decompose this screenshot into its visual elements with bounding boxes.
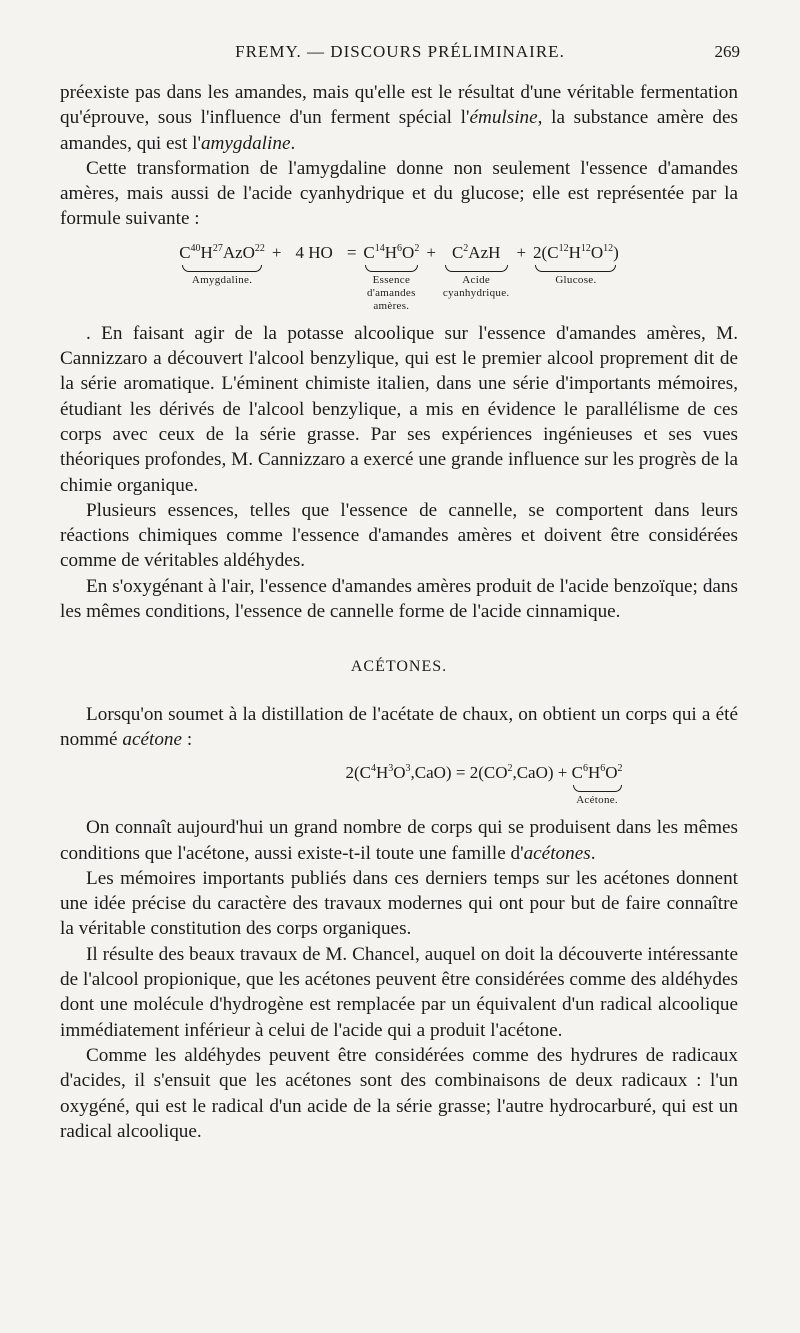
formula-essence: $C^{14}H^6O^2$: [363, 242, 420, 262]
section-title: ACÉTONES.: [350, 658, 448, 676]
plus-sign: +: [426, 242, 436, 262]
text: .: [290, 132, 296, 154]
paragraph-4: Plusieurs essences, telles que l'essence de cannelle, se comportent dans leurs réactions chimiques comme l'essence d'amandes amères et doivent être considérées comme de véritables aldéhydes.: [60, 499, 738, 572]
formula-acetate: $2(C^4H^3O^3,CaO)$: [345, 763, 452, 783]
formula-carbonate: $2(CO^2,CaO)$: [469, 763, 554, 783]
term-acetone: [572, 762, 623, 807]
text: ,CaO): [512, 763, 554, 783]
text: , la substance amère des amandes, qui est l': [60, 107, 738, 154]
underbrace: [445, 265, 508, 272]
page-number: 269: [714, 42, 740, 61]
plus-sign: +: [553, 763, 572, 783]
emphasis-emulsine: émulsine: [469, 107, 538, 129]
page-body: [60, 80, 738, 1144]
paragraph-3: . En faisant agir de la potasse alcoolique sur l'essence d'amandes amères, M. Cannizzaro a découvert l'alcool benzylique, qui est le premier alcool proprement dit de la série aromatique. L'éminent chimiste italien, dans une série d'importants mémoires, étudiant les dérivés de l'alcool benzylique, a mis en évidence le parallélisme de ces corps avec ceux de la série grasse. Par ses expériences ingénieuses et ses vues théoriques profondes, M. Cannizzaro a exercé une grande influence sur les progrès de la chimie organique.: [60, 322, 738, 496]
label-line: Essence: [372, 273, 411, 286]
text: On connaît aujourd'hui un grand nombre de corps qui se produisent dans les mêmes conditions que l'acétone, aussi existe-t-il toute une famille d': [60, 817, 738, 864]
text: Lorsqu'on soumet à la distillation de l'acétate de chaux, on obtient un corps qui a été nommé: [60, 703, 738, 750]
underbrace: [535, 265, 616, 272]
label-line: d'amandes: [367, 286, 416, 299]
term-essence: [363, 242, 419, 313]
coefficient: 2(: [533, 242, 548, 262]
text: .: [590, 842, 596, 864]
page-header: [60, 42, 740, 72]
paragraph-6: [60, 702, 738, 753]
term-amygdaline: [179, 242, 265, 287]
paragraph-8: Les mémoires importants publiés dans ces derniers temps sur les acétones donnent une idée précise du caractère des travaux modernes qui ont pour but de faire connaître la véritable constitution des corps organiques.: [60, 867, 738, 940]
paren: ): [613, 242, 619, 262]
underbrace: [182, 265, 263, 272]
acetone-equation: [60, 762, 738, 807]
emphasis-acetones: acétones: [523, 842, 591, 864]
term-water: 4 HO: [295, 242, 333, 262]
label-line: Acide: [462, 273, 491, 286]
paragraph-7: [60, 815, 738, 866]
label-essence: [367, 274, 416, 313]
plus-sign: +: [271, 242, 282, 262]
formula-acide: $C^2AzH$: [451, 242, 501, 262]
equals-sign: =: [346, 242, 357, 262]
underbrace: [573, 785, 622, 792]
text: 2(C: [345, 763, 371, 783]
label-amygdaline: Amygdaline.: [191, 273, 253, 286]
paragraph-5: En s'oxygénant à l'air, l'essence d'amandes amères produit de l'acide benzoïque; dans les mêmes conditions, l'essence de cannelle forme de l'acide cinnamique.: [60, 575, 738, 623]
label-acide: [443, 274, 510, 300]
formula-acetone: $C^6H^6O^2$: [571, 763, 623, 783]
term-glucose: [533, 242, 619, 287]
formula-glucose: $2(C^{12}H^{12}O^{12})$: [533, 242, 619, 262]
equals-sign: =: [451, 763, 470, 783]
emphasis-amygdaline: amygdaline: [200, 132, 291, 154]
label-glucose: Glucose.: [555, 273, 597, 286]
label-acetone: Acétone.: [576, 794, 618, 807]
paragraph-10: Comme les aldéhydes peuvent être considérées comme des hydrures de radicaux d'acides, il s'ensuit que les acétones sont des combinaisons de deux radicaux : l'un oxygéné, qui est le radical d'un acide de la série grasse; l'autre hydrocarburé, qui est un radical alcoolique.: [60, 1044, 738, 1142]
emphasis-acetone: acétone: [122, 728, 183, 750]
paragraph-2: Cette transformation de l'amygdaline donne non seulement l'essence d'amandes amères, mais aussi de l'acide cyanhydrique et du glucose; elle est représentée par la formule suivante :: [60, 157, 738, 230]
paragraph-1: [60, 80, 738, 156]
formula-amygdaline: $C^{40}H^{27}AzO^{22}$: [179, 242, 265, 262]
label-line: cyanhydrique.: [442, 286, 510, 299]
plus-sign: +: [516, 242, 527, 262]
paragraph-9: Il résulte des beaux travaux de M. Chancel, auquel on doit la découverte intéressante de l'alcool propionique, que les acétones peuvent être considérées comme des aldéhydes dont une molécule d'hydrogène est remplacée par un équivalent d'un radical alcoolique immédiatement inférieur à celui de l'acide qui a produit l'acétone.: [60, 943, 738, 1041]
text: ,CaO): [410, 763, 452, 783]
term-acide: [443, 242, 510, 300]
underbrace: [365, 265, 418, 272]
text: :: [182, 728, 193, 750]
amygdaline-equation: [60, 242, 738, 313]
label-line: amères.: [373, 299, 410, 312]
text: préexiste pas dans les amandes, mais qu'elle est le résultat d'une véritable fermentation qu'éprouve, sous l'influence d'un ferment spécial l': [60, 82, 738, 129]
text: 2(CO: [469, 763, 508, 783]
running-head: FREMY. — DISCOURS PRÉLIMINAIRE.: [235, 42, 565, 61]
